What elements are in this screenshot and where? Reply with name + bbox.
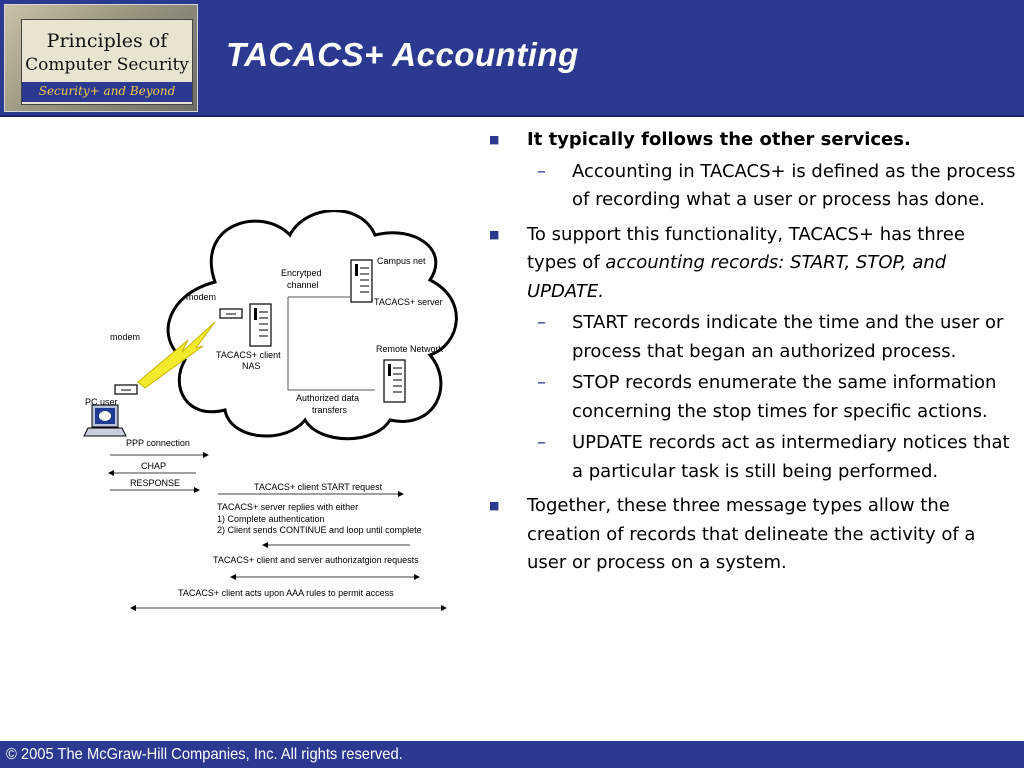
square-bullet-icon: ■ [489, 227, 500, 241]
square-bullet-icon: ■ [489, 499, 500, 512]
bullet-list [487, 126, 1017, 578]
start-request-label: TACACS+ client START request [254, 482, 383, 492]
sub-bullet-item [487, 369, 1017, 426]
header-bar [0, 0, 1024, 117]
outer-modem-label: modem [110, 332, 141, 342]
bullet-text: Together, these three message types allow the creation of records that delineate the activity of a user or process on a system. [527, 495, 976, 573]
campus-net-label: Campus net [377, 256, 426, 266]
bullet-text: It typically follows the other services. [527, 129, 911, 150]
reply-label-1: TACACS+ server replies with either [217, 502, 359, 512]
pc-user-label: PC user [85, 397, 118, 407]
header-divider [0, 115, 1024, 117]
bullet-text: To support this functionality, TACACS+ has three types of [527, 223, 965, 273]
tacacs-client-label: TACACS+ client [216, 350, 281, 360]
nas-server-icon [250, 304, 271, 346]
bullet-item [487, 126, 1017, 155]
response-label: RESPONSE [130, 478, 181, 488]
sub-bullet-item [487, 309, 1017, 366]
bullet-item [487, 221, 1017, 307]
sub-bullet-text: UPDATE records act as intermediary notices that a particular task is still being performed. [572, 432, 1010, 482]
remote-server-icon [384, 360, 405, 402]
encrypted-label-2: channel [287, 280, 319, 290]
authorized-data-label-2: transfers [312, 405, 348, 415]
pc-user-icon [84, 405, 126, 436]
sub-bullet-item [487, 429, 1017, 486]
tacacs-server-icon [351, 260, 372, 302]
bullet-italic-text: accounting records: START, STOP, and UPDATE. [527, 252, 947, 302]
tacacs-server-label: TACACS+ server [374, 297, 443, 307]
dash-bullet-icon: – [537, 160, 546, 182]
square-bullet-icon: ■ [489, 133, 500, 146]
footer-bar [0, 741, 1024, 768]
authorized-data-label-1: Authorized data [296, 393, 360, 403]
remote-network-label: Remote Network [376, 344, 444, 354]
book-logo [4, 4, 198, 112]
encrypted-label-1: Encrytped [281, 268, 322, 278]
nas-label: NAS [242, 361, 261, 371]
reply-label-3: 2) Client sends CONTINUE and loop until complete [217, 525, 422, 535]
authz-label: TACACS+ client and server authorizatgion requests [213, 555, 419, 565]
logo-line-3: Security+ and Beyond [38, 84, 176, 98]
sub-bullet-text: Accounting in TACACS+ is defined as the process of recording what a user or process has done. [572, 160, 1016, 210]
sub-bullet-text: START records indicate the time and the user or process that began an authorized process. [572, 312, 1004, 362]
logo-line-1: Principles of [46, 30, 168, 52]
slide-title: TACACS+ Accounting [226, 36, 579, 73]
dash-bullet-icon: – [537, 312, 546, 333]
outer-modem-icon [115, 385, 137, 394]
sub-bullet-text: STOP records enumerate the same information concerning the stop times for specific actions. [572, 372, 997, 422]
ppp-label: PPP connection [126, 438, 190, 448]
copyright-text: © 2005 The McGraw-Hill Companies, Inc. All rights reserved. [6, 746, 403, 763]
aaa-label: TACACS+ client acts upon AAA rules to permit access [178, 588, 394, 598]
inner-modem-icon [220, 309, 242, 318]
logo-panel [21, 19, 193, 105]
dash-bullet-icon: – [537, 432, 546, 453]
inner-modem-label: modem [186, 292, 217, 302]
logo-line-2: Computer Security [25, 55, 189, 75]
dash-bullet-icon: – [537, 372, 546, 393]
bullet-item [487, 492, 1017, 578]
chap-label: CHAP [141, 461, 167, 471]
tacacs-diagram [80, 210, 480, 620]
reply-label-2: 1) Complete authentication [217, 514, 325, 524]
sub-bullet-item [487, 158, 1017, 215]
